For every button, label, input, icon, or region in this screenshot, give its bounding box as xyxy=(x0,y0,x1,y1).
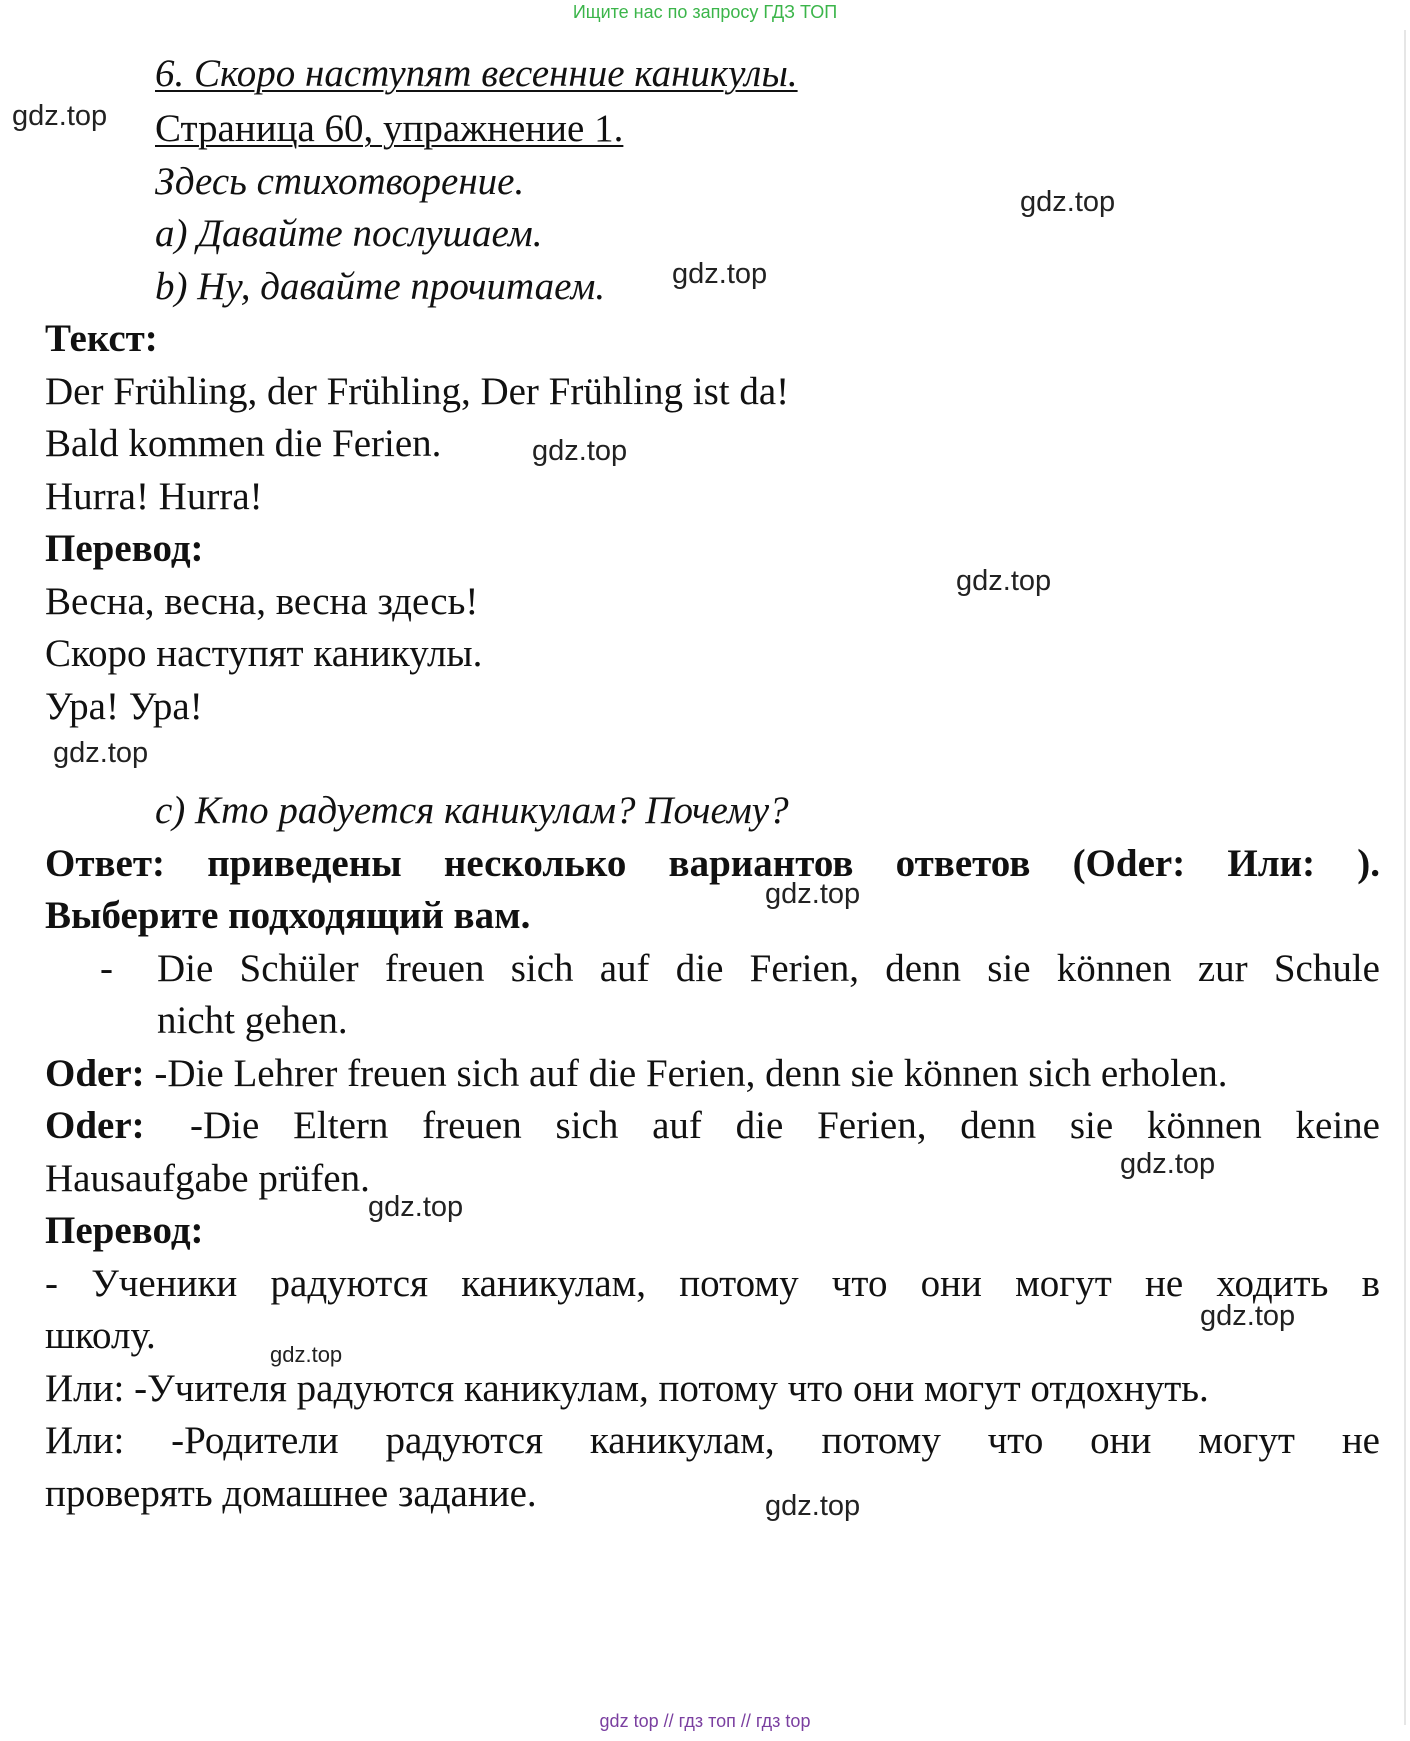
watermark: gdz.top xyxy=(1120,1148,1216,1180)
watermark: gdz.top xyxy=(672,258,768,290)
translation-line: Ура! Ура! xyxy=(45,685,203,728)
poem-line: Der Frühling, der Frühling, Der Frühling ist da! xyxy=(45,370,790,413)
answer-1-line-2: nicht gehen. xyxy=(157,999,348,1042)
watermark: gdz.top xyxy=(956,565,1052,597)
watermark: gdz.top xyxy=(270,1342,343,1367)
answer-3-text: -Die Eltern freuen sich auf die Ferien, denn sie können keine xyxy=(190,1104,1380,1147)
text-heading: Текст: xyxy=(45,317,158,360)
translation-3-line-2: проверять домашнее задание. xyxy=(45,1472,537,1515)
translation-line: Весна, весна, весна здесь! xyxy=(45,580,479,623)
answer-2-text: -Die Lehrer freuen sich auf die Ferien, denn sie können sich erholen. xyxy=(154,1052,1228,1095)
watermark: gdz.top xyxy=(12,100,108,132)
answer-2 xyxy=(45,1050,1228,1098)
section-title: 6. Скоро наступят весенние каникулы. xyxy=(155,52,798,95)
list-dash: - xyxy=(100,947,113,990)
watermark: gdz.top xyxy=(1020,186,1116,218)
task-b: b) Ну, давайте прочитаем. xyxy=(155,265,606,308)
intro-text: Здесь стихотворение. xyxy=(155,160,525,203)
translation-heading-2: Перевод: xyxy=(45,1209,204,1252)
footer-links[interactable]: gdz top // гдз топ // гдз top xyxy=(599,1711,811,1731)
top-banner[interactable]: Ищите нас по запросу ГДЗ ТОП xyxy=(572,2,838,22)
watermark: gdz.top xyxy=(765,878,861,910)
translation-line: Скоро наступят каникулы. xyxy=(45,632,483,675)
translation-1-line-1: - Ученики радуются каникулам, потому что они могут не ходить в xyxy=(45,1262,1380,1305)
watermark: gdz.top xyxy=(368,1191,464,1223)
watermark: gdz.top xyxy=(532,435,628,467)
task-c: c) Кто радуется каникулам? Почему? xyxy=(155,789,789,832)
answer-intro-2: Выберите подходящий вам. xyxy=(45,894,531,937)
oder-label: Oder: xyxy=(45,1052,145,1095)
answer-intro: Ответ: приведены несколько вариантов ответов (Oder: Или: ). xyxy=(45,842,1380,885)
watermark: gdz.top xyxy=(765,1490,861,1522)
translation-heading: Перевод: xyxy=(45,527,204,570)
poem-line: Hurra! Hurra! xyxy=(45,475,263,518)
translation-3-line-1: Или: -Родители радуются каникулам, потому что они могут не xyxy=(45,1419,1380,1462)
poem-line: Bald kommen die Ferien. xyxy=(45,422,442,465)
page-border xyxy=(1404,30,1406,1725)
translation-1-line-2: школу. xyxy=(45,1314,156,1357)
oder-label: Oder: xyxy=(45,1104,145,1147)
watermark: gdz.top xyxy=(1200,1300,1296,1332)
answer-3-line-1 xyxy=(45,1102,1380,1150)
answer-1-line-1: Die Schüler freuen sich auf die Ferien, denn sie können zur Schule xyxy=(157,947,1380,990)
answer-3-line-2: Hausaufgabe prüfen. xyxy=(45,1157,370,1200)
task-a: a) Давайте послушаем. xyxy=(155,212,543,255)
translation-2: Или: -Учителя радуются каникулам, потому что они могут отдохнуть. xyxy=(45,1367,1209,1410)
watermark: gdz.top xyxy=(53,737,149,769)
page-reference: Страница 60, упражнение 1. xyxy=(155,107,624,150)
